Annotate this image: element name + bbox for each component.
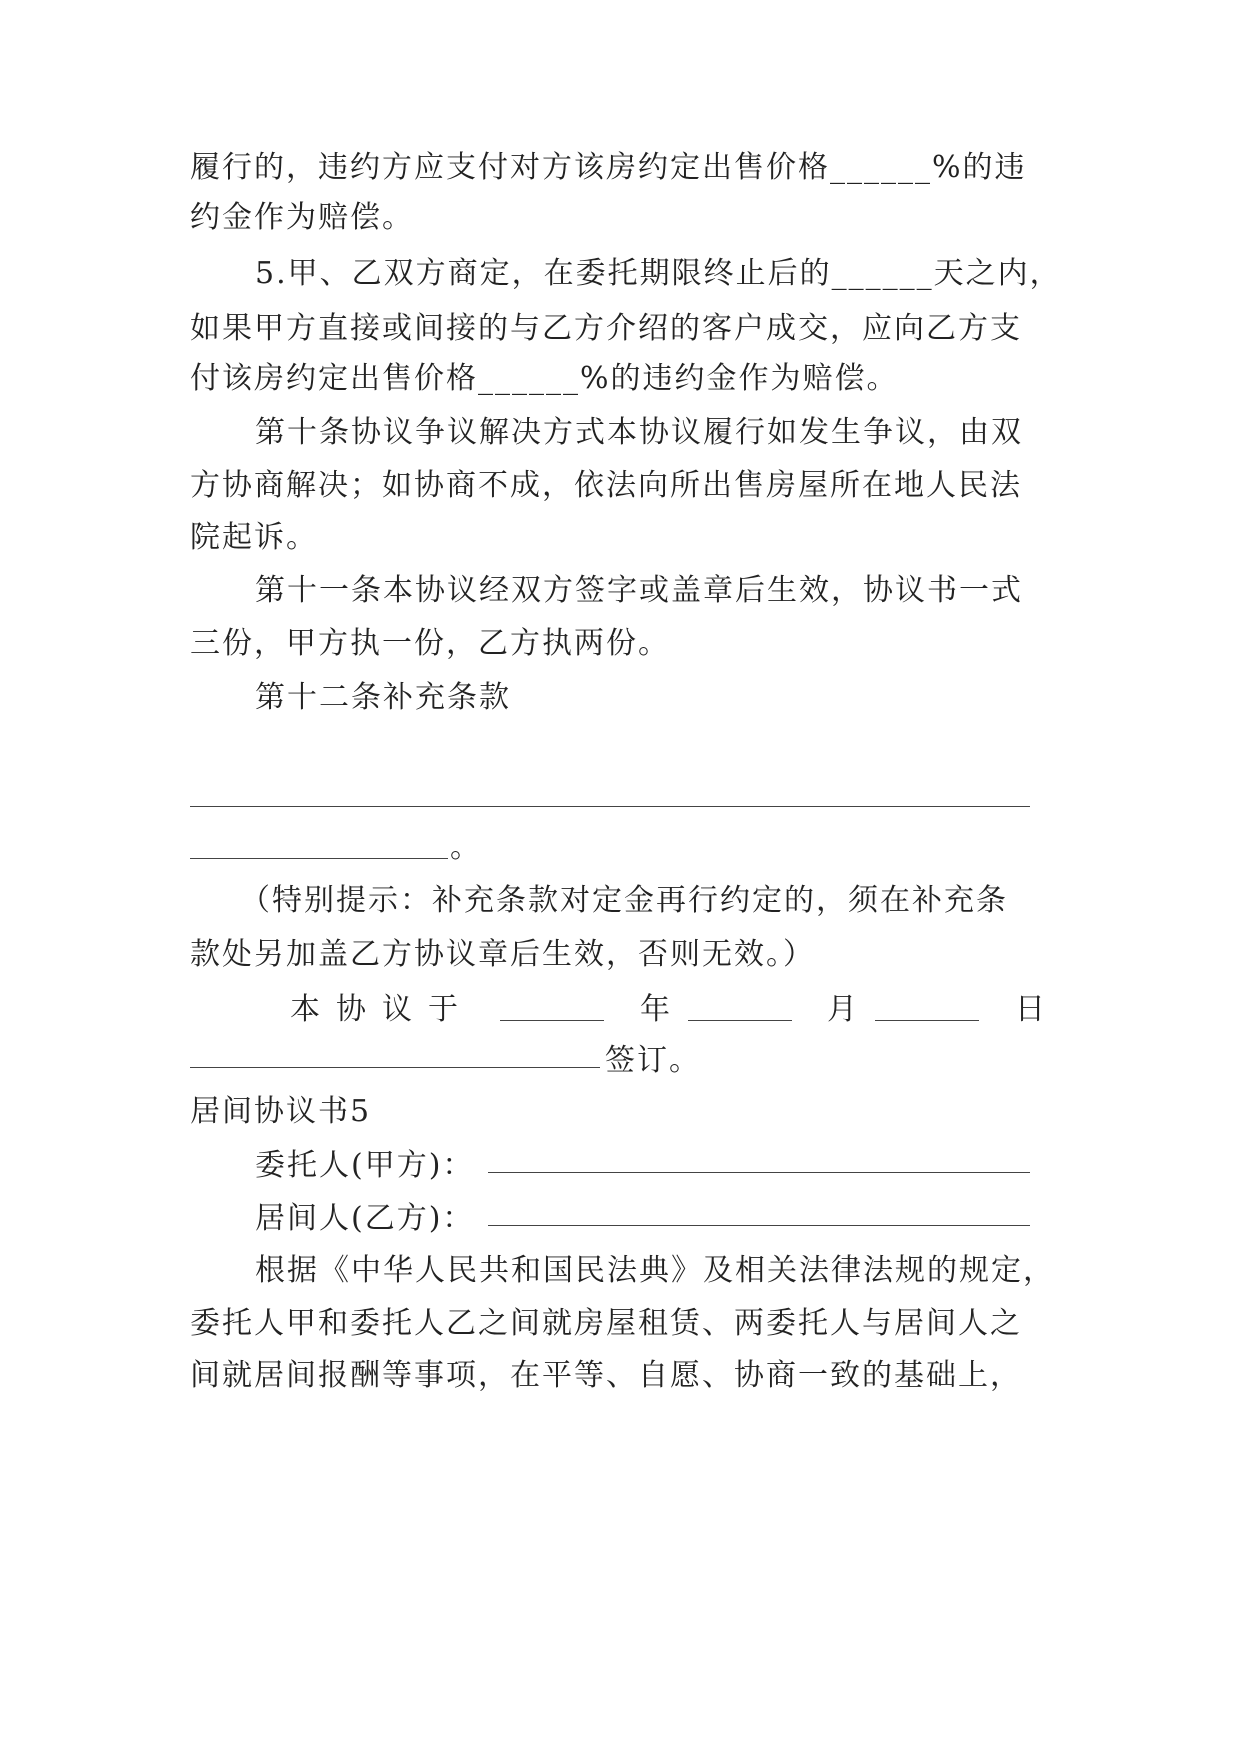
year-label: 年 bbox=[640, 992, 672, 1027]
text-line: 约金作为赔偿。 bbox=[190, 200, 414, 235]
text-line: 付该房约定出售价格______%的违约金作为赔偿。 bbox=[190, 361, 899, 396]
date-char: 本 bbox=[290, 992, 322, 1027]
signing-date-line bbox=[290, 990, 1055, 1030]
date-char: 于 bbox=[428, 992, 460, 1027]
year-blank bbox=[500, 994, 604, 1021]
text-line: 如果甲方直接或间接的与乙方介绍的客户成交，应向乙方支 bbox=[190, 311, 1022, 346]
text-line: 方协商解决；如协商不成，依法向所出售房屋所在地人民法 bbox=[190, 468, 1022, 503]
paragraph-text: 履行的，违约方应支付对方该房约定出售价格______%的违 bbox=[190, 150, 1027, 185]
month-blank bbox=[688, 994, 792, 1021]
intermediary-party-label: 居间人(乙方)： bbox=[255, 1201, 475, 1236]
text-line: 间就居间报酬等事项，在平等、自愿、协商一致的基础上， bbox=[190, 1358, 1022, 1393]
intermediary-party-blank-line bbox=[488, 1225, 1030, 1226]
article-11-line: 第十一条本协议经双方签字或盖章后生效，协议书一式 bbox=[255, 573, 1023, 608]
date-char: 协 bbox=[336, 992, 368, 1027]
text-line: 三份，甲方执一份，乙方执两份。 bbox=[190, 626, 670, 661]
day-blank bbox=[875, 994, 979, 1021]
supplementary-terms-blank-line bbox=[190, 858, 448, 859]
article-10-line: 第十条协议争议解决方式本协议履行如发生争议，由双 bbox=[255, 415, 1023, 450]
date-char: 议 bbox=[382, 992, 414, 1027]
special-notice-line: （特别提示：补充条款对定金再行约定的，须在补充条 bbox=[240, 883, 1008, 918]
signing-place-blank-line bbox=[190, 1067, 600, 1068]
text-line: 款处另加盖乙方协议章后生效，否则无效。） bbox=[190, 937, 815, 972]
document-title: 居间协议书5 bbox=[190, 1094, 372, 1129]
text-line: 院起诉。 bbox=[190, 520, 318, 555]
text-line: 委托人甲和委托人乙之间就房屋租赁、两委托人与居间人之 bbox=[190, 1306, 1022, 1341]
client-party-label: 委托人(甲方)： bbox=[255, 1148, 475, 1183]
article-12-heading: 第十二条补充条款 bbox=[255, 680, 511, 715]
preamble-line: 根据《中华人民共和国民法典》及相关法律法规的规定， bbox=[255, 1253, 1055, 1288]
period-mark: 。 bbox=[450, 830, 482, 865]
text-line bbox=[190, 148, 1050, 188]
signing-label: 签订。 bbox=[605, 1043, 701, 1078]
client-party-blank-line bbox=[488, 1172, 1030, 1173]
month-label: 月 bbox=[827, 992, 859, 1027]
clause-5-line: 5.甲、乙双方商定，在委托期限终止后的______天之内， bbox=[255, 256, 1062, 291]
day-label: 日 bbox=[1015, 992, 1047, 1027]
supplementary-terms-blank-line bbox=[190, 806, 1030, 807]
